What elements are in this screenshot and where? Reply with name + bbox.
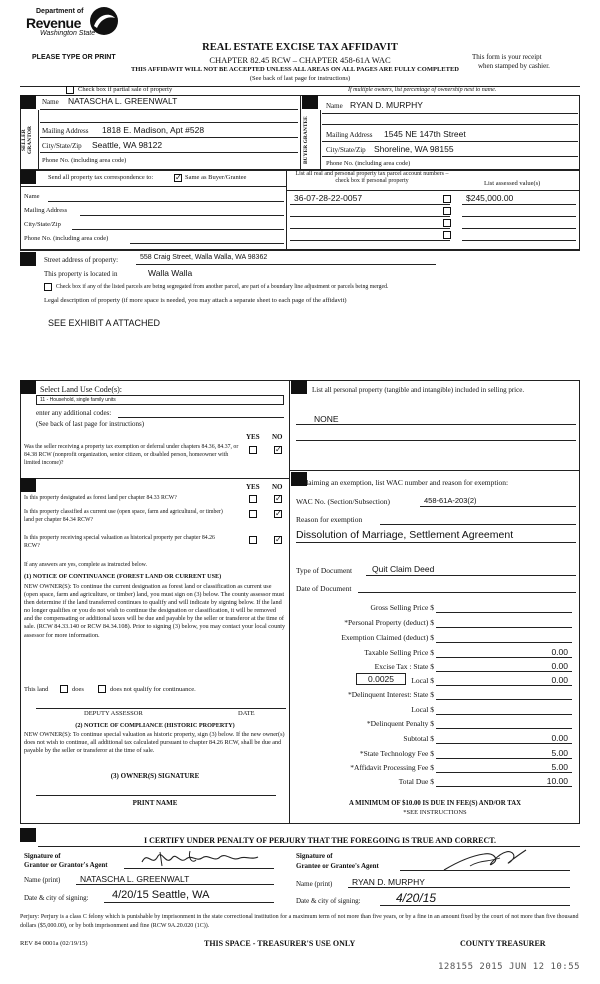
buyer-city-label: City/State/Zip [326, 146, 366, 154]
receipt-note-1: This form is your receipt [472, 53, 542, 61]
question-3: Is this property classified as current use (open space, farm and agricultural, or timber) land per chapter 84.34 RCW? [24, 509, 223, 523]
value-line-1 [462, 204, 576, 205]
same-as-buyer-label: Same as Buyer/Grantee [185, 174, 247, 181]
segregated-label: Check box if any of the listed parcels are being segregated from another parcel, are part of a boundary line adjustment or parcels being merged. [56, 284, 389, 290]
rev-number: REV 84 0001a (02/19/15) [20, 940, 88, 947]
assessed-value-1[interactable]: $245,000.00 [466, 193, 514, 203]
local-rate: 0.0025 [368, 674, 394, 684]
reason-line [380, 524, 576, 525]
grantee-date[interactable]: 4/20/15 [396, 891, 437, 905]
excise-state-value[interactable]: 0.00 [551, 661, 568, 671]
owner-signature-label: (3) OWNER(S) SIGNATURE [110, 772, 200, 780]
notice-2-title: (2) NOTICE OF COMPLIANCE (HISTORIC PROPERTY) [75, 722, 235, 729]
taxable-value[interactable]: 0.00 [551, 647, 568, 657]
parcel-line-2 [290, 216, 450, 217]
total-value[interactable]: 10.00 [546, 776, 568, 786]
partial-sale-checkbox[interactable] [66, 86, 74, 94]
seller-city[interactable]: Seattle, WA 98122 [92, 140, 163, 150]
excise-state-label: Excise Tax : State $ [374, 662, 434, 671]
buyer-address[interactable]: 1545 NE 147th Street [384, 129, 466, 139]
personal-property-checkbox-2[interactable] [443, 207, 451, 215]
buyer-address-label: Mailing Address [326, 131, 373, 139]
same-as-buyer-checkbox[interactable]: ✓ [175, 173, 182, 182]
tech-fee-line [436, 758, 572, 759]
minimum-note: A MINIMUM OF $10.00 IS DUE IN FEE(S) AND/OR TAX [348, 800, 522, 807]
doc-type-value[interactable]: Quit Claim Deed [372, 564, 435, 574]
buyer-marker [302, 95, 318, 109]
notice-1-body: NEW OWNER(S): To continue the current designation as forest land or classification as current use (open space, farm and agriculture, or timber) land, you must sign on (3) below. The county assessor must then determine if the land transferred continues to qualify and will indicate by signing below. If the land no longer qualifies or you do not wish to continue the designation or classification, it will be removed and the compensating or additional taxes will be due and payable by the seller or transferor at the time of sale. (RCW 84.33.140 or RCW 84.34.108). Prior to signing (3) below, you may contact your local county assessor for more information. [24, 583, 286, 639]
q4-yes-checkbox[interactable] [249, 536, 257, 544]
logo-lettering-dept: Department of [36, 8, 84, 15]
legal-label: Legal description of property (if more space is needed, you may attach a separate sheet to each page of the affidavit) [44, 297, 347, 304]
seller-blank-line [40, 122, 298, 123]
subtotal-line [436, 743, 572, 744]
does-qualify-checkbox[interactable] [60, 685, 68, 693]
reason-line-2 [296, 542, 576, 543]
personal-property-label: List all personal property (tangible and intangible) included in selling price. [312, 386, 525, 394]
party-divider [300, 95, 301, 170]
deputy-date-label: DATE [238, 710, 255, 717]
seller-name-line [40, 109, 298, 110]
corr-city-line [72, 229, 284, 230]
this-land-label: This land [24, 686, 49, 693]
land-use-see-back: (See back of last page for instructions) [36, 420, 145, 428]
corr-address-label: Mailing Address [24, 207, 68, 214]
affidavit-fee-value[interactable]: 5.00 [551, 762, 568, 772]
grantor-date-line [104, 902, 274, 903]
exemption-deduct-line [436, 642, 572, 643]
parcel-line-4 [290, 240, 450, 241]
corr-top-line [20, 186, 286, 187]
personal-property-value[interactable]: NONE [314, 414, 339, 424]
no-header-1: NO [272, 433, 283, 441]
wac-line [420, 506, 576, 507]
does-label: does [72, 686, 84, 693]
questions-marker [20, 478, 36, 492]
street-line [136, 264, 436, 265]
buyer-city[interactable]: Shoreline, WA 98155 [374, 144, 454, 154]
property-top-line [20, 250, 580, 251]
value-line-4 [462, 240, 576, 241]
q2-yes-checkbox[interactable] [249, 495, 257, 503]
see-back-line: (See back of last page for instructions) [249, 75, 351, 82]
excise-state-line [436, 671, 572, 672]
total-label: Total Due $ [398, 777, 434, 786]
local-line [436, 685, 572, 686]
property-marker [20, 252, 36, 266]
grantor-sig-label-2: Grantor or Grantor's Agent [24, 861, 108, 869]
warning-line: THIS AFFIDAVIT WILL NOT BE ACCEPTED UNLESS ALL AREAS ON ALL PAGES ARE FULLY COMPLETED [131, 66, 459, 73]
lower-divider [289, 380, 290, 824]
segregated-checkbox[interactable] [44, 283, 52, 291]
personal-property-line [296, 424, 576, 425]
subtotal-value[interactable]: 0.00 [551, 733, 568, 743]
located-label: This property is located in [44, 270, 118, 278]
land-use-label: Select Land Use Code(s): [40, 385, 122, 394]
buyer-name-label: Name [326, 102, 343, 110]
buyer-name[interactable]: RYAN D. MURPHY [350, 100, 423, 110]
grantee-name[interactable]: RYAN D. MURPHY [352, 877, 425, 887]
does-not-label: does not qualify for continuance. [110, 686, 196, 693]
seller-address-label: Mailing Address [42, 127, 89, 135]
delinq-local-line [436, 714, 572, 715]
logo-lettering-revenue: Revenue [26, 15, 81, 31]
reason-value[interactable]: Dissolution of Marriage, Settlement Agreement [296, 529, 514, 541]
seller-name[interactable]: NATASCHA L. GREENWALT [68, 96, 178, 106]
perjury-note: Perjury: Perjury is a class C felony which is punishable by imprisonment in the state correctional institution for a maximum term of not more than five years, or by a fine in an amount fixed by the court of not more than five thousand dollars ($5,000.00), or by both imprisonment and fine (RCW 9A.20.020 (1C)). [20, 914, 579, 929]
doc-type-line [366, 575, 576, 576]
revenue-logo [20, 6, 130, 44]
q3-no-checkbox[interactable]: ✓ [275, 509, 282, 518]
exemption-label: If claiming an exemption, list WAC number and reason for exemption: [296, 478, 509, 487]
doc-date-line [358, 592, 576, 593]
buyer-phone-label: Phone No. (including area code) [326, 160, 411, 167]
legal-description[interactable]: SEE EXHIBIT A ATTACHED [48, 318, 161, 328]
seller-marker [20, 95, 36, 109]
county-treasurer: COUNTY TREASURER [460, 939, 546, 948]
land-use-code: 11 - Household, single family units [40, 397, 116, 403]
local-value[interactable]: 0.00 [551, 675, 568, 685]
personal-property-checkbox-1[interactable] [443, 195, 451, 203]
gross-label: Gross Selling Price $ [370, 603, 434, 612]
chapter-line: CHAPTER 82.45 RCW – CHAPTER 458-61A WAC [209, 55, 391, 65]
seller-side-rule [38, 110, 39, 170]
affidavit-fee-line [436, 772, 572, 773]
personal-property-checkbox-3[interactable] [443, 219, 451, 227]
additional-codes-label: enter any additional codes: [36, 409, 112, 417]
q2-no-checkbox[interactable]: ✓ [275, 494, 282, 503]
personal-deduct-label: *Personal Property (deduct) $ [344, 618, 434, 627]
grantor-name-line [76, 884, 274, 885]
parcel-number-1[interactable]: 36-07-28-22-0057 [294, 193, 363, 203]
corr-divider [286, 170, 287, 250]
seller-side-label: SELLER GRANTOR [21, 126, 33, 155]
parcel-header: List all real and personal property tax parcel account numbers – check box if personal property [295, 171, 449, 184]
parcel-header-line [286, 190, 580, 191]
no-header-2: NO [272, 483, 283, 491]
please-type: PLEASE TYPE OR PRINT [32, 54, 116, 61]
grantor-name-label: Name (print) [24, 876, 61, 884]
land-use-marker [20, 380, 36, 394]
certify-statement: I CERTIFY UNDER PENALTY OF PERJURY THAT THE FOREGOING IS TRUE AND CORRECT. [143, 836, 496, 845]
buyer-blank-line [322, 124, 578, 125]
local-label: Local $ [411, 676, 434, 685]
notice-1-title: (1) NOTICE OF CONTINUANCE (FOREST LAND OR CURRENT USE) [24, 573, 222, 580]
value-line-2 [462, 216, 576, 217]
revenue-swoosh-icon [88, 6, 120, 36]
seller-address-line [40, 137, 298, 138]
personal-property-checkbox-4[interactable] [443, 231, 451, 239]
multiple-owners-note: If multiple owners, list percentage of ownership next to name. [348, 87, 497, 93]
corr-phone-label: Phone No. (including area code) [24, 235, 109, 242]
buyer-side-rule [320, 110, 321, 170]
owner-signature-line [36, 795, 276, 796]
correspondence-marker [20, 170, 36, 184]
receipt-note-2: when stamped by cashier. [478, 62, 550, 70]
parcel-line-1 [290, 204, 450, 205]
delinq-penalty-line [436, 728, 572, 729]
corr-name-line [48, 201, 284, 202]
corr-city-label: City/State/Zip [24, 221, 61, 228]
personal-property-line-2 [296, 440, 576, 441]
print-name-label: PRINT NAME [132, 799, 178, 807]
tech-fee-label: *State Technology Fee $ [359, 749, 434, 758]
deputy-line [36, 708, 286, 709]
q1-no-checkbox[interactable]: ✓ [275, 445, 282, 454]
does-not-qualify-checkbox[interactable] [98, 685, 106, 693]
grantor-name[interactable]: NATASCHA L. GREENWALT [80, 874, 190, 884]
q3-yes-checkbox[interactable] [249, 510, 257, 518]
corr-address-line [80, 215, 284, 216]
grantee-sig-label-1: Signature of [296, 852, 333, 860]
if-yes-note: If any answers are yes, complete as instructed below. [24, 562, 147, 568]
logo-lettering-state: Washington State [40, 30, 96, 37]
subtotal-label: Subtotal $ [403, 734, 434, 743]
delinq-local-label: Local $ [411, 705, 434, 714]
parcel-line-3 [290, 228, 450, 229]
question-2: Is this property designated as forest land per chapter 84.33 RCW? [24, 495, 177, 501]
form-title: REAL ESTATE EXCISE TAX AFFIDAVIT [202, 42, 398, 53]
seller-phone-label: Phone No. (including area code) [42, 157, 127, 164]
certify-marker [20, 828, 36, 842]
partial-sale-label: Check box if partial sale of property [78, 86, 173, 93]
total-line [436, 786, 572, 787]
grantor-sig-label-1: Signature of [24, 852, 61, 860]
seller-city-line [40, 152, 298, 153]
exemption-divider [289, 470, 580, 471]
buyer-address-line [322, 141, 578, 142]
delinq-penalty-label: *Delinquent Penalty $ [366, 719, 434, 728]
reason-label: Reason for exemption [296, 515, 363, 524]
grantee-name-line [348, 887, 570, 888]
seller-address[interactable]: 1818 E. Madison, Apt #528 [102, 125, 205, 135]
question-4: Is this property receiving special valuation as historical property per chapter 84.26 RCW? [24, 535, 215, 549]
grantor-signature-image [140, 848, 260, 870]
delinq-state-label: *Delinquent Interest: State $ [347, 690, 434, 699]
notice-2-body: NEW OWNER(S): To continue special valuation as historic property, sign (3) below. If the new owner(s) does not wish to continue, all additional tax calculated pursuant to chapter 84.26 RCW, shall be due and payable by the seller or transferor at the time of sale. [24, 731, 285, 755]
recording-stamp: 128155 2015 JUN 12 10:55 [438, 962, 581, 972]
seller-name-label: Name [42, 98, 59, 106]
buyer-city-line [322, 156, 578, 157]
doc-type-label: Type of Document [296, 566, 353, 575]
grantee-date-line [380, 905, 570, 906]
personal-property-marker [291, 380, 307, 394]
grantee-signature-image [440, 846, 530, 874]
taxable-label: Taxable Selling Price $ [364, 648, 434, 657]
seller-city-label: City/State/Zip [42, 142, 82, 150]
corr-name-label: Name [24, 193, 40, 200]
value-line-3 [462, 228, 576, 229]
doc-date-label: Date of Document [296, 584, 352, 593]
buyer-name-line [322, 113, 578, 114]
additional-codes-line [118, 417, 284, 418]
grantee-name-label: Name (print) [296, 880, 333, 888]
see-instructions-note: *SEE INSTRUCTIONS [403, 809, 467, 816]
wac-label: WAC No. (Section/Subsection) [296, 497, 390, 506]
gross-line [436, 612, 572, 613]
grantor-date-label: Date & city of signing: [24, 894, 89, 902]
street-address[interactable]: 558 Craig Street, Walla Walla, WA 98362 [140, 254, 268, 261]
grantee-sig-label-2: Grantee or Grantee's Agent [296, 862, 379, 870]
personal-deduct-line [436, 627, 572, 628]
assessed-header: List assessed value(s) [484, 180, 541, 187]
grantor-date[interactable]: 4/20/15 Seattle, WA [112, 889, 210, 901]
grantee-date-label: Date & city of signing: [296, 897, 361, 905]
send-correspondence-label: Send all property tax correspondence to: [48, 174, 154, 181]
question-1: Was the seller receiving a property tax exemption or deferral under chapters 84.36, 84.37, or 84.38 RCW (nonprofit organization, senior citizen, or disabled person, homeowner with limited income)? [24, 444, 239, 466]
buyer-side-label: BUYER GRANTEE [303, 116, 309, 164]
yes-header-2: YES [246, 483, 260, 491]
q4-no-checkbox[interactable]: ✓ [275, 535, 282, 544]
delinq-state-line [436, 699, 572, 700]
corr-phone-line [130, 243, 284, 244]
questions-divider [20, 478, 289, 479]
located-county[interactable]: Walla Walla [148, 268, 193, 278]
yes-header-1: YES [246, 433, 260, 441]
exemption-deduct-label: Exemption Claimed (deduct) $ [341, 633, 434, 642]
q1-yes-checkbox[interactable] [249, 446, 257, 454]
affidavit-fee-label: *Affidavit Processing Fee $ [350, 763, 434, 772]
tech-fee-value[interactable]: 5.00 [551, 748, 568, 758]
taxable-line [436, 657, 572, 658]
wac-number[interactable]: 458-61A-203(2) [424, 496, 477, 505]
street-label: Street address of property: [44, 256, 119, 264]
treasurer-space: THIS SPACE - TREASURER'S USE ONLY [204, 939, 356, 948]
deputy-assessor-label: DEPUTY ASSESSOR [84, 710, 143, 717]
